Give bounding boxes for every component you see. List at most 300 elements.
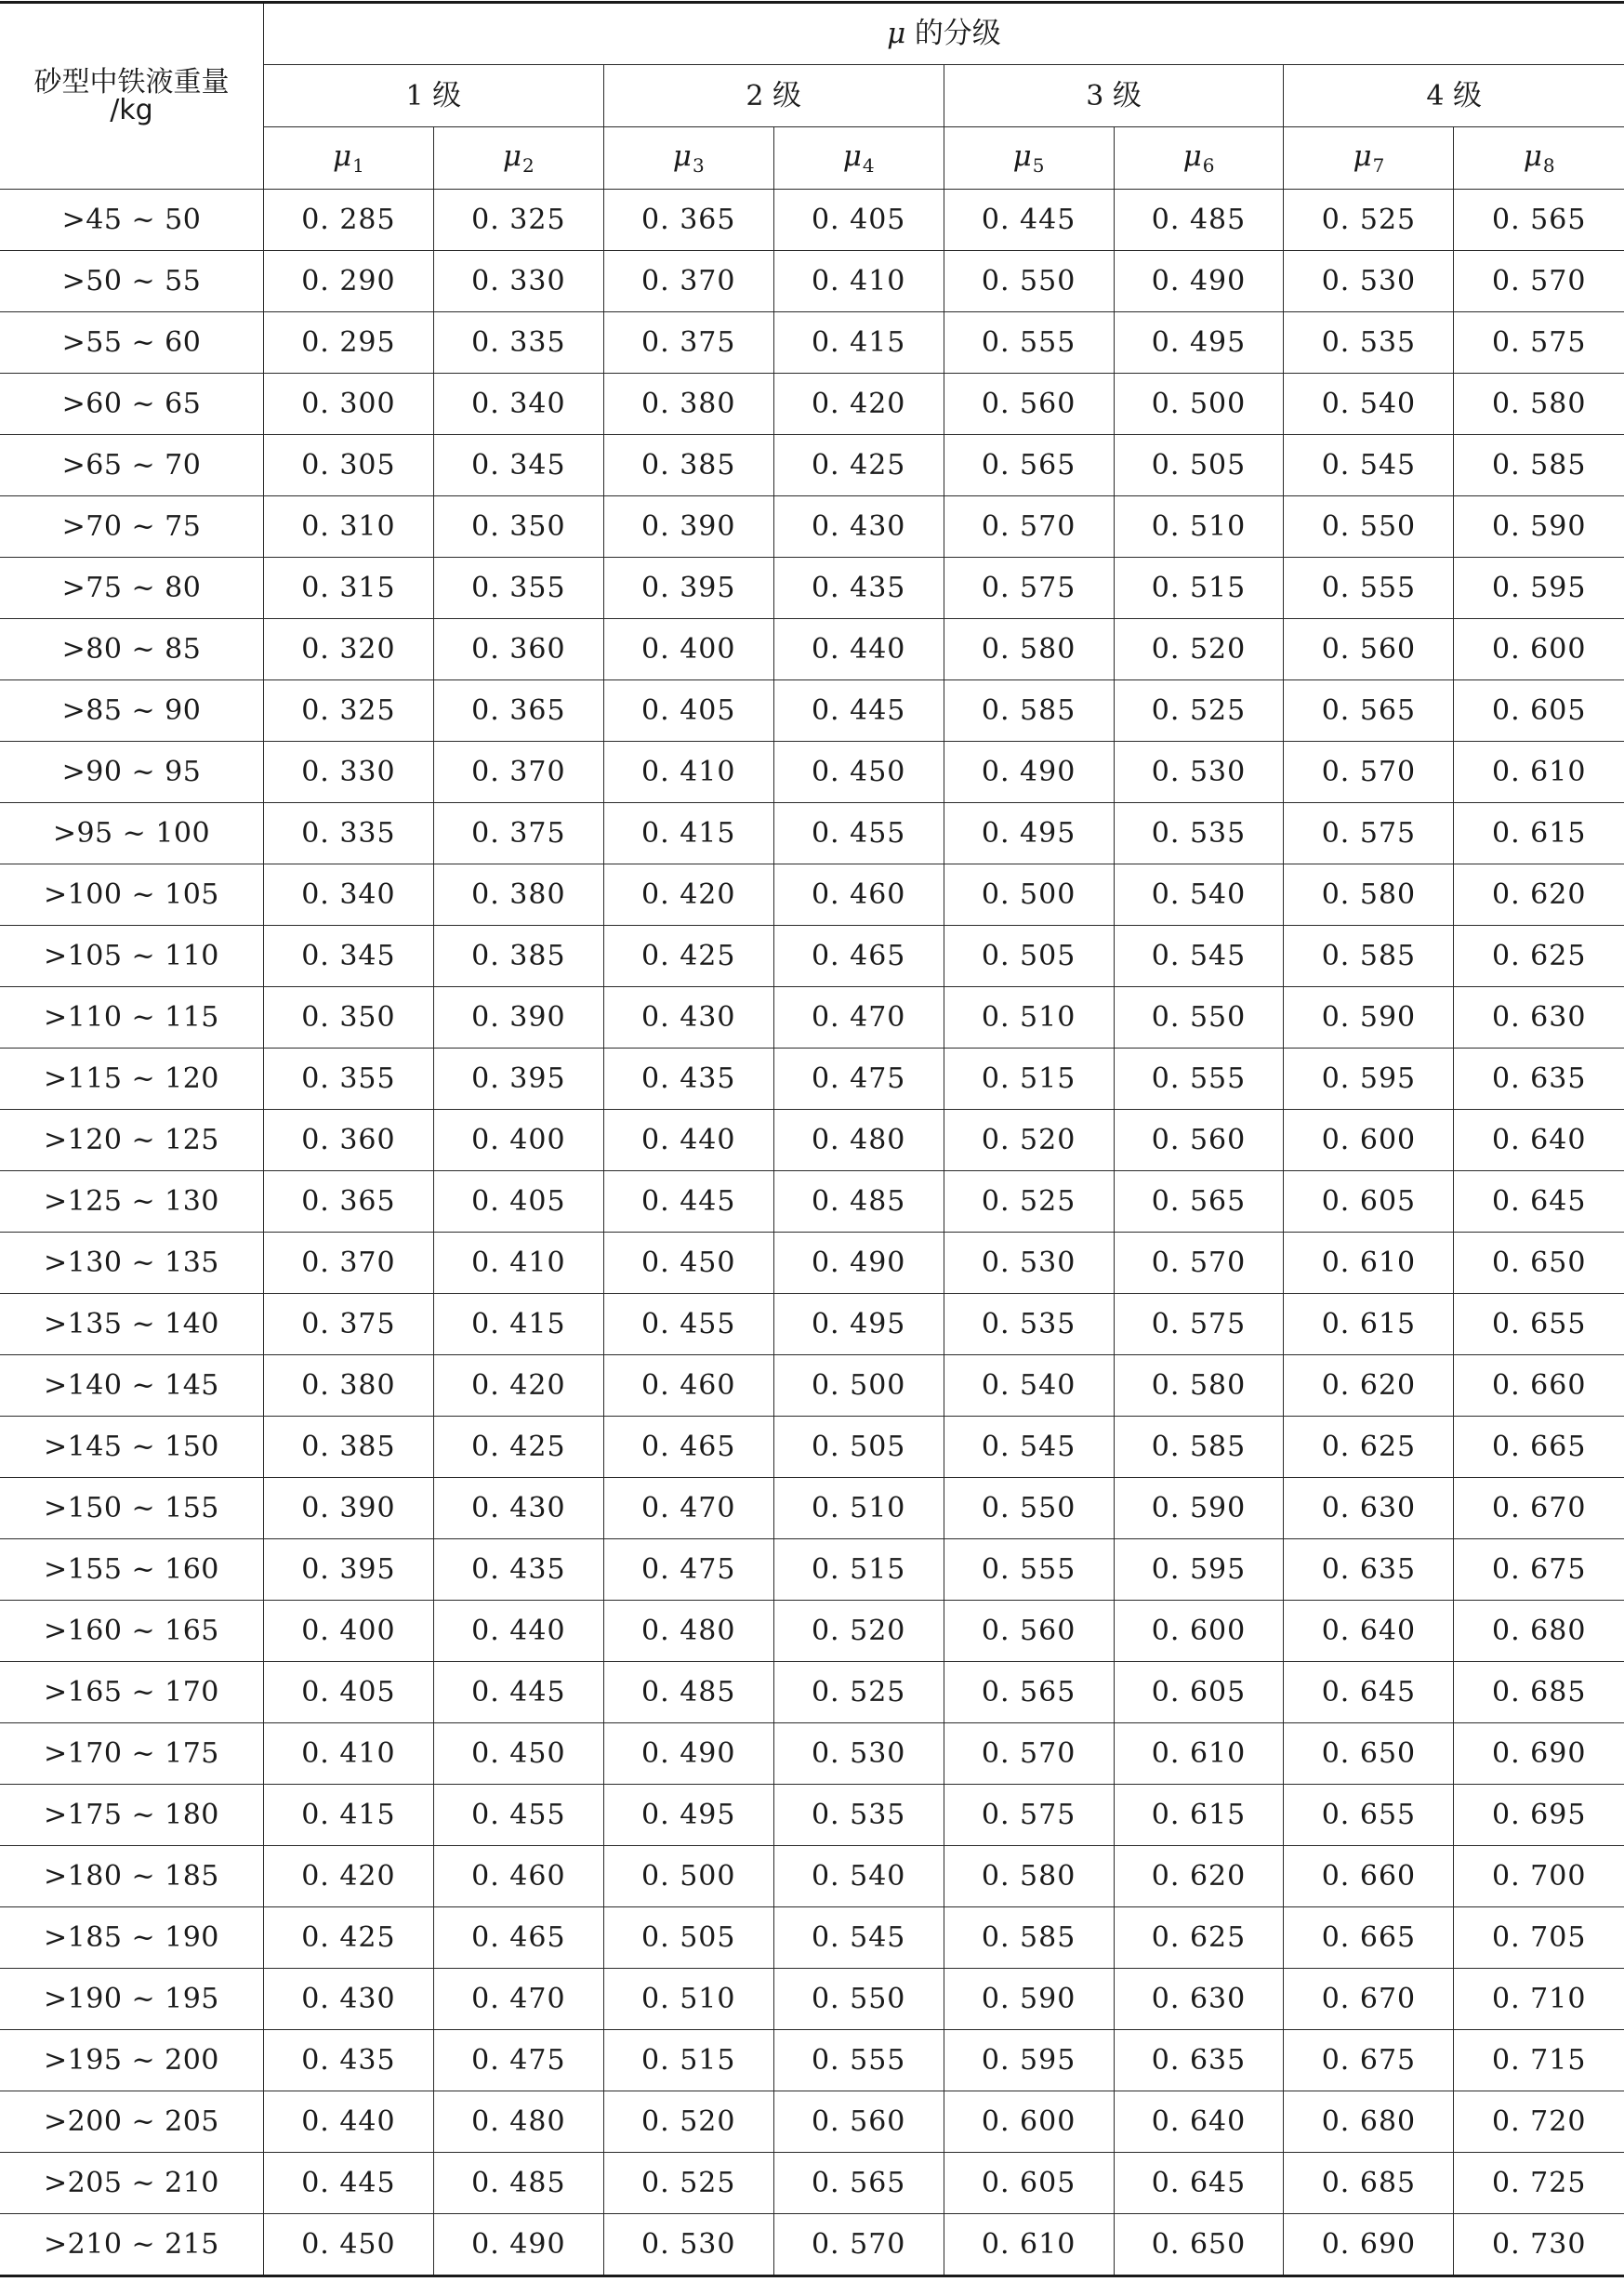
level-unit: 级 <box>432 78 462 112</box>
mu-4-value-cell: 0. 495 <box>773 1294 944 1355</box>
mu-8-value-cell: 0. 680 <box>1454 1601 1624 1662</box>
mu-2-value-cell: 0. 395 <box>433 1049 603 1110</box>
mu-6-value-cell: 0. 570 <box>1114 1233 1284 1294</box>
mu-8-value-cell: 0. 650 <box>1454 1233 1624 1294</box>
mu-2-value-cell: 0. 340 <box>433 374 603 435</box>
mu-7-value-cell: 0. 630 <box>1284 1478 1454 1539</box>
mu-8-header <box>1454 127 1624 190</box>
table-row <box>0 1601 1624 1662</box>
mu-2-value-cell: 0. 365 <box>433 680 603 742</box>
mu-4-value-cell: 0. 550 <box>773 1969 944 2030</box>
table-row <box>0 1417 1624 1478</box>
mu-1-header <box>263 127 433 190</box>
mu-symbol: $\mu_6$ <box>1182 139 1215 177</box>
table-row <box>0 619 1624 680</box>
mu-3-value-cell: 0. 440 <box>603 1110 773 1171</box>
mu-6-value-cell: 0. 550 <box>1114 987 1284 1049</box>
mu-7-value-cell: 0. 530 <box>1284 251 1454 312</box>
mu-7-value-cell: 0. 645 <box>1284 1662 1454 1723</box>
mu-4-value-cell: 0. 555 <box>773 2030 944 2091</box>
mu-8-value-cell: 0. 655 <box>1454 1294 1624 1355</box>
level-unit: 级 <box>1453 78 1483 112</box>
mu-6-value-cell: 0. 575 <box>1114 1294 1284 1355</box>
mu-1-value-cell: 0. 300 <box>263 374 433 435</box>
mu-3-value-cell: 0. 365 <box>603 190 773 251</box>
weight-range-cell: >90 ~ 95 <box>0 742 263 803</box>
weight-column-header <box>0 3 263 190</box>
mu-7-value-cell: 0. 595 <box>1284 1049 1454 1110</box>
mu-5-value-cell: 0. 515 <box>944 1049 1114 1110</box>
mu-8-value-cell: 0. 730 <box>1454 2214 1624 2276</box>
mu-6-value-cell: 0. 605 <box>1114 1662 1284 1723</box>
mu-8-value-cell: 0. 695 <box>1454 1785 1624 1846</box>
mu-7-value-cell: 0. 660 <box>1284 1846 1454 1907</box>
table-row <box>0 2153 1624 2214</box>
mu-symbol: $\mu_7$ <box>1353 139 1385 177</box>
mu-7-value-cell: 0. 570 <box>1284 742 1454 803</box>
mu-1-value-cell: 0. 345 <box>263 926 433 987</box>
level-number: 1 <box>405 79 424 112</box>
mu-2-header <box>433 127 603 190</box>
weight-range-cell: >150 ~ 155 <box>0 1478 263 1539</box>
mu-3-value-cell: 0. 380 <box>603 374 773 435</box>
mu-8-value-cell: 0. 635 <box>1454 1049 1624 1110</box>
mu-8-value-cell: 0. 605 <box>1454 680 1624 742</box>
level-unit: 级 <box>1112 78 1142 112</box>
mu-2-value-cell: 0. 355 <box>433 558 603 619</box>
mu-2-value-cell: 0. 410 <box>433 1233 603 1294</box>
table-row <box>0 312 1624 374</box>
mu-1-value-cell: 0. 380 <box>263 1355 433 1417</box>
mu-4-value-cell: 0. 570 <box>773 2214 944 2276</box>
weight-range-cell: >140 ~ 145 <box>0 1355 263 1417</box>
mu-1-value-cell: 0. 330 <box>263 742 433 803</box>
mu-5-value-cell: 0. 520 <box>944 1110 1114 1171</box>
mu-2-value-cell: 0. 415 <box>433 1294 603 1355</box>
mu-5-value-cell: 0. 605 <box>944 2153 1114 2214</box>
mu-symbol: $\mu_1$ <box>332 139 364 177</box>
weight-range-cell: >55 ~ 60 <box>0 312 263 374</box>
mu-4-value-cell: 0. 490 <box>773 1233 944 1294</box>
table-row <box>0 1233 1624 1294</box>
mu-5-value-cell: 0. 560 <box>944 374 1114 435</box>
mu-6-value-cell: 0. 525 <box>1114 680 1284 742</box>
mu-4-value-cell: 0. 525 <box>773 1662 944 1723</box>
mu-3-value-cell: 0. 515 <box>603 2030 773 2091</box>
weight-range-cell: >70 ~ 75 <box>0 496 263 558</box>
mu-8-value-cell: 0. 625 <box>1454 926 1624 987</box>
mu-5-value-cell: 0. 550 <box>944 251 1114 312</box>
mu-6-value-cell: 0. 500 <box>1114 374 1284 435</box>
weight-range-cell: >175 ~ 180 <box>0 1785 263 1846</box>
mu-4-value-cell: 0. 460 <box>773 864 944 926</box>
table-row <box>0 803 1624 864</box>
mu-1-value-cell: 0. 450 <box>263 2214 433 2276</box>
mu-1-value-cell: 0. 285 <box>263 190 433 251</box>
mu-1-value-cell: 0. 375 <box>263 1294 433 1355</box>
mu-1-value-cell: 0. 310 <box>263 496 433 558</box>
weight-range-cell: >95 ~ 100 <box>0 803 263 864</box>
mu-2-value-cell: 0. 445 <box>433 1662 603 1723</box>
mu-5-value-cell: 0. 555 <box>944 312 1114 374</box>
table-row <box>0 190 1624 251</box>
table-row <box>0 1539 1624 1601</box>
mu-3-value-cell: 0. 385 <box>603 435 773 496</box>
mu-1-value-cell: 0. 365 <box>263 1171 433 1233</box>
level-number: 2 <box>746 79 764 112</box>
mu-8-value-cell: 0. 685 <box>1454 1662 1624 1723</box>
mu-grading-table <box>0 1 1624 2277</box>
mu-6-value-cell: 0. 620 <box>1114 1846 1284 1907</box>
mu-1-value-cell: 0. 400 <box>263 1601 433 1662</box>
mu-8-value-cell: 0. 700 <box>1454 1846 1624 1907</box>
mu-8-value-cell: 0. 690 <box>1454 1723 1624 1785</box>
mu-1-value-cell: 0. 405 <box>263 1662 433 1723</box>
table-row <box>0 435 1624 496</box>
table-row <box>0 2091 1624 2153</box>
weight-range-cell: >185 ~ 190 <box>0 1907 263 1969</box>
mu-4-value-cell: 0. 475 <box>773 1049 944 1110</box>
mu-6-value-cell: 0. 485 <box>1114 190 1284 251</box>
mu-2-value-cell: 0. 455 <box>433 1785 603 1846</box>
table-row <box>0 558 1624 619</box>
level-header-4 <box>1284 65 1624 127</box>
mu-7-value-cell: 0. 540 <box>1284 374 1454 435</box>
mu-4-value-cell: 0. 470 <box>773 987 944 1049</box>
mu-3-value-cell: 0. 370 <box>603 251 773 312</box>
mu-7-value-cell: 0. 625 <box>1284 1417 1454 1478</box>
table-row <box>0 1907 1624 1969</box>
mu-5-value-cell: 0. 445 <box>944 190 1114 251</box>
mu-subscript: 1 <box>352 153 364 177</box>
mu-5-value-cell: 0. 570 <box>944 496 1114 558</box>
mu-4-value-cell: 0. 465 <box>773 926 944 987</box>
weight-range-cell: >60 ~ 65 <box>0 374 263 435</box>
mu-6-value-cell: 0. 580 <box>1114 1355 1284 1417</box>
mu-7-value-cell: 0. 585 <box>1284 926 1454 987</box>
mu-4-value-cell: 0. 500 <box>773 1355 944 1417</box>
mu-8-value-cell: 0. 575 <box>1454 312 1624 374</box>
mu-6-value-cell: 0. 585 <box>1114 1417 1284 1478</box>
mu-2-value-cell: 0. 400 <box>433 1110 603 1171</box>
weight-range-cell: >115 ~ 120 <box>0 1049 263 1110</box>
table-body <box>0 190 1624 2276</box>
table-row <box>0 496 1624 558</box>
mu-4-value-cell: 0. 565 <box>773 2153 944 2214</box>
mu-3-value-cell: 0. 405 <box>603 680 773 742</box>
mu-5-value-cell: 0. 585 <box>944 680 1114 742</box>
mu-5-value-cell: 0. 595 <box>944 2030 1114 2091</box>
level-number: 4 <box>1426 79 1445 112</box>
mu-6-header <box>1114 127 1284 190</box>
weight-range-cell: >195 ~ 200 <box>0 2030 263 2091</box>
mu-4-value-cell: 0. 455 <box>773 803 944 864</box>
mu-6-value-cell: 0. 560 <box>1114 1110 1284 1171</box>
mu-symbol: $\mu_4$ <box>842 139 875 177</box>
mu-6-value-cell: 0. 530 <box>1114 742 1284 803</box>
table-row <box>0 1662 1624 1723</box>
weight-range-cell: >190 ~ 195 <box>0 1969 263 2030</box>
table-row <box>0 1355 1624 1417</box>
table-row <box>0 374 1624 435</box>
mu-7-value-cell: 0. 620 <box>1284 1355 1454 1417</box>
mu-7-value-cell: 0. 545 <box>1284 435 1454 496</box>
mu-7-value-cell: 0. 575 <box>1284 803 1454 864</box>
mu-1-value-cell: 0. 395 <box>263 1539 433 1601</box>
weight-range-cell: >160 ~ 165 <box>0 1601 263 1662</box>
mu-6-value-cell: 0. 510 <box>1114 496 1284 558</box>
mu-6-value-cell: 0. 630 <box>1114 1969 1284 2030</box>
mu-6-value-cell: 0. 490 <box>1114 251 1284 312</box>
mu-4-value-cell: 0. 505 <box>773 1417 944 1478</box>
table-row <box>0 1049 1624 1110</box>
mu-7-value-cell: 0. 635 <box>1284 1539 1454 1601</box>
mu-4-value-cell: 0. 410 <box>773 251 944 312</box>
mu-7-value-cell: 0. 565 <box>1284 680 1454 742</box>
mu-7-value-cell: 0. 615 <box>1284 1294 1454 1355</box>
mu-2-value-cell: 0. 360 <box>433 619 603 680</box>
mu-subscript: 6 <box>1202 153 1215 177</box>
mu-2-value-cell: 0. 475 <box>433 2030 603 2091</box>
mu-subscript: 8 <box>1542 153 1555 177</box>
mu-5-value-cell: 0. 565 <box>944 1662 1114 1723</box>
level-unit: 级 <box>772 78 802 112</box>
mu-1-value-cell: 0. 325 <box>263 680 433 742</box>
mu-3-value-cell: 0. 390 <box>603 496 773 558</box>
mu-5-value-cell: 0. 600 <box>944 2091 1114 2153</box>
mu-7-value-cell: 0. 650 <box>1284 1723 1454 1785</box>
mu-3-header <box>603 127 773 190</box>
mu-8-value-cell: 0. 660 <box>1454 1355 1624 1417</box>
mu-5-value-cell: 0. 550 <box>944 1478 1114 1539</box>
mu-8-value-cell: 0. 615 <box>1454 803 1624 864</box>
weight-range-cell: >125 ~ 130 <box>0 1171 263 1233</box>
mu-3-value-cell: 0. 445 <box>603 1171 773 1233</box>
mu-5-value-cell: 0. 555 <box>944 1539 1114 1601</box>
mu-7-value-cell: 0. 600 <box>1284 1110 1454 1171</box>
header-row-title <box>0 3 1624 65</box>
weight-range-cell: >155 ~ 160 <box>0 1539 263 1601</box>
mu-2-value-cell: 0. 430 <box>433 1478 603 1539</box>
mu-3-value-cell: 0. 495 <box>603 1785 773 1846</box>
mu-5-value-cell: 0. 575 <box>944 558 1114 619</box>
mu-6-value-cell: 0. 515 <box>1114 558 1284 619</box>
table-row <box>0 1969 1624 2030</box>
weight-range-cell: >135 ~ 140 <box>0 1294 263 1355</box>
mu-4-value-cell: 0. 480 <box>773 1110 944 1171</box>
mu-3-value-cell: 0. 505 <box>603 1907 773 1969</box>
weight-range-cell: >110 ~ 115 <box>0 987 263 1049</box>
mu-symbol: μ <box>887 17 906 50</box>
mu-7-header <box>1284 127 1454 190</box>
mu-6-value-cell: 0. 565 <box>1114 1171 1284 1233</box>
mu-7-value-cell: 0. 685 <box>1284 2153 1454 2214</box>
mu-3-value-cell: 0. 420 <box>603 864 773 926</box>
mu-6-value-cell: 0. 650 <box>1114 2214 1284 2276</box>
mu-2-value-cell: 0. 465 <box>433 1907 603 1969</box>
mu-1-value-cell: 0. 360 <box>263 1110 433 1171</box>
mu-3-value-cell: 0. 510 <box>603 1969 773 2030</box>
mu-4-value-cell: 0. 445 <box>773 680 944 742</box>
table-row <box>0 1846 1624 1907</box>
mu-1-value-cell: 0. 430 <box>263 1969 433 2030</box>
mu-1-value-cell: 0. 290 <box>263 251 433 312</box>
weight-range-cell: >180 ~ 185 <box>0 1846 263 1907</box>
mu-subscript: 5 <box>1032 153 1045 177</box>
mu-6-value-cell: 0. 540 <box>1114 864 1284 926</box>
mu-3-value-cell: 0. 395 <box>603 558 773 619</box>
mu-6-value-cell: 0. 610 <box>1114 1723 1284 1785</box>
mu-2-value-cell: 0. 380 <box>433 864 603 926</box>
mu-4-value-cell: 0. 485 <box>773 1171 944 1233</box>
grading-title: 的分级 <box>914 17 1001 50</box>
mu-6-value-cell: 0. 520 <box>1114 619 1284 680</box>
mu-2-value-cell: 0. 435 <box>433 1539 603 1601</box>
mu-7-value-cell: 0. 550 <box>1284 496 1454 558</box>
weight-range-cell: >50 ~ 55 <box>0 251 263 312</box>
mu-2-value-cell: 0. 370 <box>433 742 603 803</box>
mu-symbol: $\mu_3$ <box>672 139 705 177</box>
mu-2-value-cell: 0. 460 <box>433 1846 603 1907</box>
mu-5-header <box>944 127 1114 190</box>
mu-4-value-cell: 0. 560 <box>773 2091 944 2153</box>
mu-2-value-cell: 0. 425 <box>433 1417 603 1478</box>
mu-5-value-cell: 0. 500 <box>944 864 1114 926</box>
weight-range-cell: >130 ~ 135 <box>0 1233 263 1294</box>
mu-4-header <box>773 127 944 190</box>
mu-subscript: 7 <box>1372 153 1385 177</box>
weight-range-cell: >80 ~ 85 <box>0 619 263 680</box>
weight-header-line2: /kg <box>110 93 153 126</box>
table-row <box>0 1785 1624 1846</box>
mu-7-value-cell: 0. 560 <box>1284 619 1454 680</box>
mu-7-value-cell: 0. 670 <box>1284 1969 1454 2030</box>
table-row <box>0 742 1624 803</box>
table-row <box>0 1723 1624 1785</box>
mu-subscript: 2 <box>522 153 535 177</box>
mu-3-value-cell: 0. 450 <box>603 1233 773 1294</box>
mu-6-value-cell: 0. 555 <box>1114 1049 1284 1110</box>
mu-4-value-cell: 0. 430 <box>773 496 944 558</box>
mu-2-value-cell: 0. 480 <box>433 2091 603 2153</box>
mu-5-value-cell: 0. 535 <box>944 1294 1114 1355</box>
mu-2-value-cell: 0. 390 <box>433 987 603 1049</box>
mu-6-value-cell: 0. 505 <box>1114 435 1284 496</box>
mu-3-value-cell: 0. 465 <box>603 1417 773 1478</box>
weight-range-cell: >165 ~ 170 <box>0 1662 263 1723</box>
mu-4-value-cell: 0. 520 <box>773 1601 944 1662</box>
mu-subscript: 4 <box>862 153 875 177</box>
mu-5-value-cell: 0. 565 <box>944 435 1114 496</box>
mu-8-value-cell: 0. 640 <box>1454 1110 1624 1171</box>
mu-4-value-cell: 0. 515 <box>773 1539 944 1601</box>
mu-7-value-cell: 0. 605 <box>1284 1171 1454 1233</box>
table-row <box>0 1294 1624 1355</box>
weight-range-cell: >145 ~ 150 <box>0 1417 263 1478</box>
mu-3-value-cell: 0. 480 <box>603 1601 773 1662</box>
mu-3-value-cell: 0. 470 <box>603 1478 773 1539</box>
mu-1-value-cell: 0. 425 <box>263 1907 433 1969</box>
mu-1-value-cell: 0. 415 <box>263 1785 433 1846</box>
mu-6-value-cell: 0. 495 <box>1114 312 1284 374</box>
mu-4-value-cell: 0. 415 <box>773 312 944 374</box>
mu-6-value-cell: 0. 635 <box>1114 2030 1284 2091</box>
mu-8-value-cell: 0. 725 <box>1454 2153 1624 2214</box>
mu-3-value-cell: 0. 485 <box>603 1662 773 1723</box>
mu-8-value-cell: 0. 665 <box>1454 1417 1624 1478</box>
mu-1-value-cell: 0. 355 <box>263 1049 433 1110</box>
mu-1-value-cell: 0. 440 <box>263 2091 433 2153</box>
mu-5-value-cell: 0. 505 <box>944 926 1114 987</box>
mu-5-value-cell: 0. 590 <box>944 1969 1114 2030</box>
mu-8-value-cell: 0. 645 <box>1454 1171 1624 1233</box>
mu-8-value-cell: 0. 620 <box>1454 864 1624 926</box>
mu-5-value-cell: 0. 580 <box>944 619 1114 680</box>
weight-range-cell: >100 ~ 105 <box>0 864 263 926</box>
mu-8-value-cell: 0. 565 <box>1454 190 1624 251</box>
mu-4-value-cell: 0. 440 <box>773 619 944 680</box>
weight-range-cell: >210 ~ 215 <box>0 2214 263 2276</box>
mu-7-value-cell: 0. 680 <box>1284 2091 1454 2153</box>
mu-3-value-cell: 0. 460 <box>603 1355 773 1417</box>
mu-7-value-cell: 0. 675 <box>1284 2030 1454 2091</box>
mu-3-value-cell: 0. 525 <box>603 2153 773 2214</box>
mu-8-value-cell: 0. 630 <box>1454 987 1624 1049</box>
mu-2-value-cell: 0. 470 <box>433 1969 603 2030</box>
mu-1-value-cell: 0. 295 <box>263 312 433 374</box>
mu-8-value-cell: 0. 670 <box>1454 1478 1624 1539</box>
mu-8-value-cell: 0. 600 <box>1454 619 1624 680</box>
table-header <box>0 3 1624 190</box>
mu-3-value-cell: 0. 415 <box>603 803 773 864</box>
weight-range-cell: >45 ~ 50 <box>0 190 263 251</box>
mu-8-value-cell: 0. 580 <box>1454 374 1624 435</box>
mu-2-value-cell: 0. 375 <box>433 803 603 864</box>
mu-5-value-cell: 0. 580 <box>944 1846 1114 1907</box>
weight-range-cell: >170 ~ 175 <box>0 1723 263 1785</box>
mu-8-value-cell: 0. 705 <box>1454 1907 1624 1969</box>
mu-3-value-cell: 0. 475 <box>603 1539 773 1601</box>
mu-3-value-cell: 0. 490 <box>603 1723 773 1785</box>
mu-1-value-cell: 0. 445 <box>263 2153 433 2214</box>
mu-4-value-cell: 0. 425 <box>773 435 944 496</box>
mu-7-value-cell: 0. 610 <box>1284 1233 1454 1294</box>
mu-8-value-cell: 0. 610 <box>1454 742 1624 803</box>
weight-range-cell: >105 ~ 110 <box>0 926 263 987</box>
table-row <box>0 926 1624 987</box>
table-row <box>0 987 1624 1049</box>
weight-range-cell: >120 ~ 125 <box>0 1110 263 1171</box>
mu-5-value-cell: 0. 560 <box>944 1601 1114 1662</box>
mu-7-value-cell: 0. 535 <box>1284 312 1454 374</box>
mu-5-value-cell: 0. 510 <box>944 987 1114 1049</box>
mu-3-value-cell: 0. 435 <box>603 1049 773 1110</box>
mu-4-value-cell: 0. 540 <box>773 1846 944 1907</box>
mu-4-value-cell: 0. 405 <box>773 190 944 251</box>
mu-1-value-cell: 0. 385 <box>263 1417 433 1478</box>
mu-3-value-cell: 0. 430 <box>603 987 773 1049</box>
table-row <box>0 1171 1624 1233</box>
weight-range-cell: >200 ~ 205 <box>0 2091 263 2153</box>
mu-8-value-cell: 0. 570 <box>1454 251 1624 312</box>
mu-5-value-cell: 0. 585 <box>944 1907 1114 1969</box>
mu-1-value-cell: 0. 305 <box>263 435 433 496</box>
table-row <box>0 1110 1624 1171</box>
mu-5-value-cell: 0. 545 <box>944 1417 1114 1478</box>
mu-3-value-cell: 0. 500 <box>603 1846 773 1907</box>
mu-6-value-cell: 0. 600 <box>1114 1601 1284 1662</box>
mu-6-value-cell: 0. 590 <box>1114 1478 1284 1539</box>
